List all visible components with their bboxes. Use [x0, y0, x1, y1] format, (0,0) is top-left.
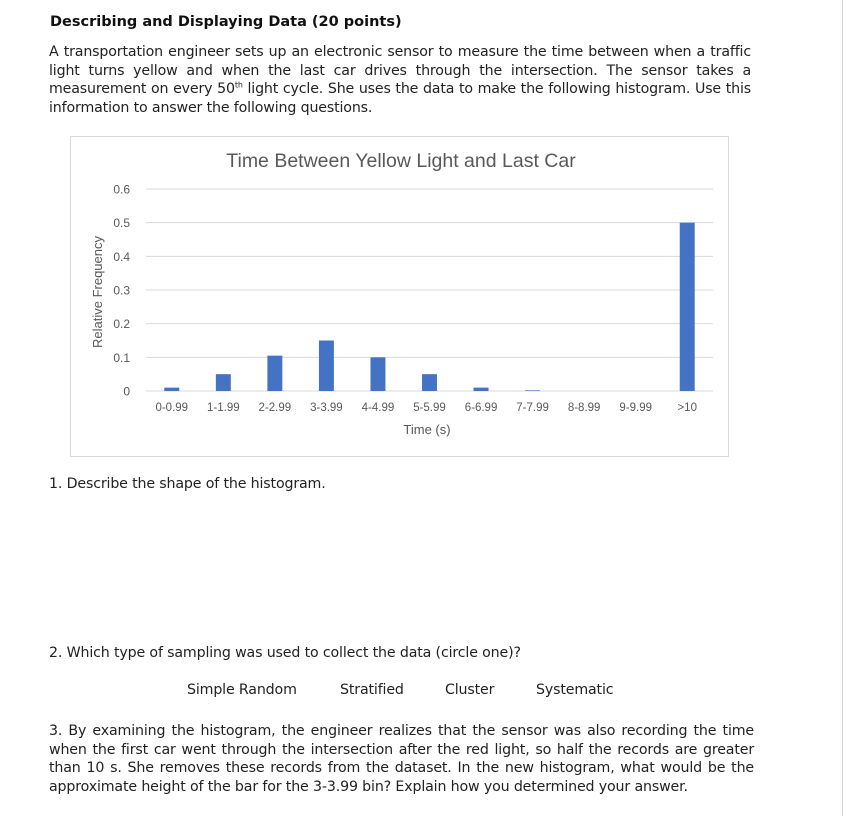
page-edge-rule: [842, 0, 843, 816]
histogram-bar: [216, 374, 231, 391]
x-tick-label: 4-4.99: [361, 402, 395, 414]
section-heading: Describing and Displaying Data (20 points): [50, 14, 402, 30]
y-tick-label: 0.1: [113, 350, 130, 365]
option-cluster[interactable]: Cluster: [445, 682, 495, 698]
option-systematic[interactable]: Systematic: [536, 682, 614, 698]
x-tick-label: 8-8.99: [567, 402, 601, 414]
x-tick-label: 7-7.99: [516, 402, 549, 414]
option-stratified[interactable]: Stratified: [340, 682, 404, 698]
histogram-bar: [525, 390, 540, 391]
histogram-bar: [680, 223, 695, 391]
y-tick-label: 0.6: [113, 182, 130, 197]
y-tick-label: 0: [123, 384, 130, 399]
x-tick-label: 3-3.99: [310, 402, 343, 414]
histogram-chart: [70, 136, 729, 457]
histogram-bar: [164, 388, 179, 391]
x-tick-label: 5-5.99: [413, 402, 446, 414]
x-tick-label: 1-1.99: [207, 402, 240, 414]
y-tick-label: 0.5: [113, 216, 130, 231]
x-tick-label: 9-9.99: [619, 402, 652, 414]
x-tick-label: >10: [677, 402, 697, 414]
bars: [164, 223, 694, 391]
question-1: 1. Describe the shape of the histogram.: [49, 476, 326, 492]
y-tick-label: 0.4: [113, 249, 130, 264]
intro-ordinal-suffix: th: [234, 80, 243, 90]
x-tick-label: 2-2.99: [258, 402, 292, 414]
grid-lines: [146, 189, 713, 391]
histogram-bar: [474, 388, 489, 391]
histogram-bar: [267, 356, 282, 391]
question-3: 3. By examining the histogram, the engineer realizes that the sensor was also recording the time when the first car went through the intersection after the red light, so half the records are greater than 10 s. She removes these records from the dataset. In the new histogram, what would be the approximate height of the bar for the 3-3.99 bin? Explain how you determined your answer.: [49, 723, 754, 795]
question-2: 2. Which type of sampling was used to collect the data (circle one)?: [49, 645, 521, 661]
chart-title: Time Between Yellow Light and Last Car: [226, 150, 576, 172]
intro-paragraph: [49, 43, 751, 117]
x-axis-label: Time (s): [403, 422, 451, 437]
x-tick-label: 6-6.99: [464, 402, 498, 414]
intro-text-start: A transportation engineer sets up an electronic sensor to measure the time between when a traffic light turns yellow and when the last car drives through the intersection. The sensor takes a measurement on every 50: [49, 44, 751, 98]
y-axis-label: Relative Frequency: [90, 236, 105, 348]
intro-text-end: light cycle. She uses the data to make the following histogram. Use this information to answer the following questions.: [49, 81, 751, 116]
y-tick-labels: [113, 183, 130, 399]
histogram-bar: [422, 374, 437, 391]
histogram-svg: [71, 137, 728, 456]
y-tick-label: 0.3: [113, 283, 130, 298]
histogram-bar: [370, 357, 385, 391]
x-tick-labels: [155, 402, 697, 414]
option-simple-random[interactable]: Simple Random: [187, 682, 297, 698]
histogram-bar: [319, 341, 334, 392]
y-tick-label: 0.2: [113, 317, 130, 332]
x-tick-label: 0-0.99: [155, 402, 189, 414]
